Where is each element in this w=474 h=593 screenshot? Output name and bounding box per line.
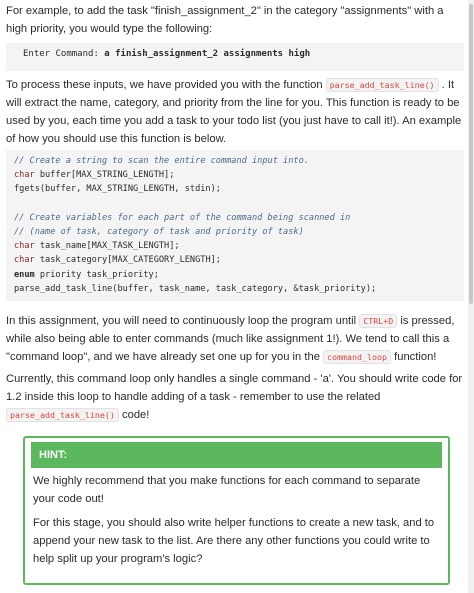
current-text-before: Currently, this command loop only handles a single command - 'a'. You should write code for 1.2 inside this loop to handle adding of a task - remember to use the related bbox=[6, 373, 463, 403]
hint-box bbox=[23, 436, 450, 585]
code-line: priority task_priority; bbox=[34, 269, 159, 280]
command-example-box bbox=[6, 43, 464, 71]
hint-paragraph-2: For this stage, you should also write helper functions to create a new task, and to append your new task to the list. Are there any other functions you could write to help split up your program's logic? bbox=[33, 517, 435, 565]
code-line: parse_add_task_line(buffer, task_name, task_category, &task_priority); bbox=[14, 283, 377, 294]
current-text-after: code! bbox=[118, 409, 150, 421]
code-keyword: enum bbox=[14, 269, 35, 280]
process-paragraph bbox=[6, 76, 464, 148]
code-keyword: char bbox=[14, 241, 35, 252]
code-comment-3: // (name of task, category of task and priority of task) bbox=[14, 227, 304, 238]
command-example-line bbox=[23, 49, 310, 59]
code-line: task_name[MAX_TASK_LENGTH]; bbox=[34, 241, 180, 252]
scrollbar-thumb[interactable] bbox=[469, 4, 473, 304]
hint-title: HINT: bbox=[31, 442, 442, 468]
intro-paragraph: For example, to add the task "finish_assignment_2" in the category "assignments" with a high priority, you would type the following: bbox=[6, 5, 444, 35]
code-example-block bbox=[6, 150, 464, 301]
loop-paragraph bbox=[6, 312, 464, 366]
code-line: buffer[MAX_STRING_LENGTH]; bbox=[34, 170, 175, 181]
code-line: task_category[MAX_CATEGORY_LENGTH]; bbox=[34, 255, 221, 266]
command-input: a finish_assignment_2 assignments high bbox=[104, 49, 311, 59]
loop-text-after: function! bbox=[391, 351, 437, 363]
code-comment-2: // Create variables for each part of the command being scanned in bbox=[14, 212, 351, 223]
inline-code-parse-add-task-line: parse_add_task_line() bbox=[326, 78, 439, 92]
process-text-after: . It will extract the name, category, and priority from the line for you. This function is ready to be used by you, each time you add a task to your todo list (you just have to call it!). An example of how you should use this function is below. bbox=[6, 79, 462, 145]
code-listing bbox=[14, 154, 376, 296]
code-keyword: char bbox=[14, 255, 35, 266]
hint-paragraph-1: We highly recommend that you make functions for each command to separate your code out! bbox=[33, 475, 421, 505]
inline-code-ctrl-d: CTRL+D bbox=[359, 314, 397, 328]
code-keyword: char bbox=[14, 170, 35, 181]
command-prompt: Enter Command: bbox=[23, 49, 105, 59]
inline-code-parse-add-task-line: parse_add_task_line() bbox=[6, 408, 119, 422]
code-comment-1: // Create a string to scan the entire command input into. bbox=[14, 156, 309, 166]
current-paragraph bbox=[6, 370, 464, 424]
process-text-before: To process these inputs, we have provided you with the function bbox=[6, 79, 326, 91]
code-line: fgets(buffer, MAX_STRING_LENGTH, stdin); bbox=[14, 184, 221, 195]
scrollbar[interactable] bbox=[468, 0, 474, 593]
inline-code-command-loop: command_loop bbox=[323, 350, 391, 364]
loop-text-middle: is pressed, while also being able to enter commands (much like assignment 1!). We tend to call this a "command loop", and we have already set one up for you in the bbox=[6, 315, 455, 363]
loop-text-before: In this assignment, you will need to continuously loop the program until bbox=[6, 315, 360, 327]
